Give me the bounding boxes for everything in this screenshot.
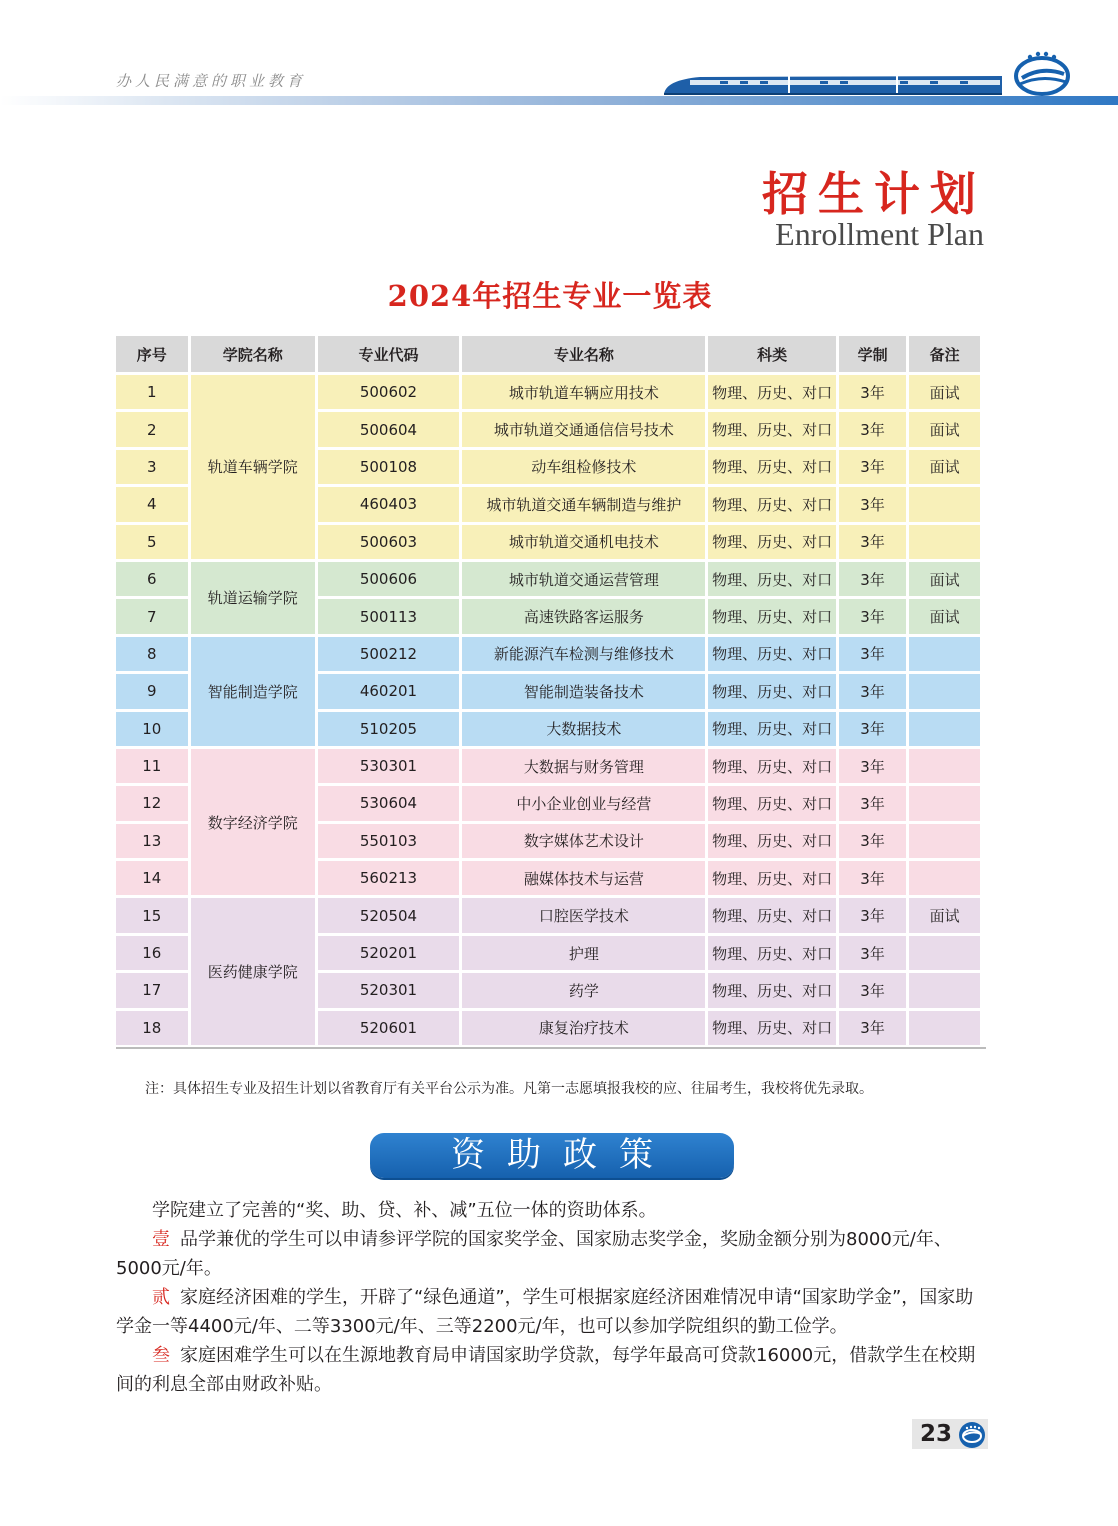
cell-duration: 3年 [839, 786, 907, 820]
cell-category: 物理、历史、对口 [708, 824, 835, 858]
cell-no: 14 [116, 861, 188, 895]
cell-remark [909, 674, 980, 708]
cell-category: 物理、历史、对口 [708, 712, 835, 746]
aid-item-mark: 贰 [152, 1287, 170, 1308]
cell-category: 物理、历史、对口 [708, 450, 835, 484]
aid-item-text: 家庭困难学生可以在生源地教育局申请国家助学贷款，每学年最高可贷款16000元，借款学生在校期间的利息全部由财政补贴。 [116, 1345, 976, 1395]
cell-remark [909, 786, 980, 820]
cell-remark: 面试 [909, 898, 980, 932]
cell-remark [909, 749, 980, 783]
cell-remark [909, 637, 980, 671]
cell-duration: 3年 [839, 936, 907, 970]
cell-code: 530301 [318, 749, 459, 783]
cell-no: 7 [116, 599, 188, 633]
cell-major: 康复治疗技术 [462, 1011, 705, 1045]
train-icon [660, 72, 1010, 98]
cell-remark: 面试 [909, 412, 980, 446]
cell-duration: 3年 [839, 525, 907, 559]
cell-duration: 3年 [839, 674, 907, 708]
cell-remark [909, 936, 980, 970]
cell-duration: 3年 [839, 562, 907, 596]
cell-duration: 3年 [839, 861, 907, 895]
cell-major: 城市轨道车辆应用技术 [462, 375, 705, 409]
aid-item [116, 1283, 988, 1341]
cell-category: 物理、历史、对口 [708, 599, 835, 633]
cell-no: 1 [116, 375, 188, 409]
cell-duration: 3年 [839, 898, 907, 932]
cell-no: 11 [116, 749, 188, 783]
aid-intro: 学院建立了完善的“奖、助、贷、补、减”五位一体的资助体系。 [152, 1200, 657, 1221]
cell-duration: 3年 [839, 637, 907, 671]
cell-code: 520601 [318, 1011, 459, 1045]
cell-duration: 3年 [839, 375, 907, 409]
enrollment-table [113, 333, 983, 1048]
cell-duration: 3年 [839, 1011, 907, 1045]
cell-code: 500113 [318, 599, 459, 633]
cell-college: 轨道运输学院 [191, 562, 315, 634]
cell-code: 500603 [318, 525, 459, 559]
cell-remark: 面试 [909, 375, 980, 409]
cell-code: 500606 [318, 562, 459, 596]
cell-category: 物理、历史、对口 [708, 1011, 835, 1045]
cell-code: 500212 [318, 637, 459, 671]
cell-category: 物理、历史、对口 [708, 637, 835, 671]
cell-no: 13 [116, 824, 188, 858]
school-logo-small-icon [958, 1421, 986, 1449]
header-major: 专业名称 [462, 336, 705, 372]
cell-category: 物理、历史、对口 [708, 562, 835, 596]
cell-no: 5 [116, 525, 188, 559]
header-category: 科类 [708, 336, 835, 372]
cell-category: 物理、历史、对口 [708, 749, 835, 783]
cell-major: 新能源汽车检测与维修技术 [462, 637, 705, 671]
cell-major: 大数据技术 [462, 712, 705, 746]
cell-major: 动车组检修技术 [462, 450, 705, 484]
cell-code: 560213 [318, 861, 459, 895]
header-remark: 备注 [909, 336, 980, 372]
aid-item-text: 品学兼优的学生可以申请参评学院的国家奖学金、国家励志奖学金，奖励金额分别为8000元/年、5000元/年。 [116, 1229, 952, 1279]
table-row [116, 562, 980, 596]
cell-category: 物理、历史、对口 [708, 936, 835, 970]
cell-code: 520504 [318, 898, 459, 932]
aid-section-banner: 资助政策 [370, 1133, 734, 1178]
cell-code: 520201 [318, 936, 459, 970]
page-subtitle: Enrollment Plan [775, 216, 984, 252]
cell-code: 520301 [318, 973, 459, 1007]
cell-major: 高速铁路客运服务 [462, 599, 705, 633]
cell-no: 2 [116, 412, 188, 446]
aid-item-text: 家庭经济困难的学生，开辟了“绿色通道”，学生可根据家庭经济困难情况申请“国家助学金”，国家助学金一等4400元/年、二等3300元/年、三等2200元/年，也可以参加学院组织的勤工俭学。 [116, 1287, 974, 1337]
cell-no: 18 [116, 1011, 188, 1045]
cell-category: 物理、历史、对口 [708, 674, 835, 708]
table-row [116, 637, 980, 671]
cell-category: 物理、历史、对口 [708, 487, 835, 521]
cell-category: 物理、历史、对口 [708, 861, 835, 895]
cell-major: 中小企业创业与经营 [462, 786, 705, 820]
school-logo-icon [1012, 48, 1072, 98]
table-note: 注：具体招生专业及招生计划以省教育厅有关平台公示为准。凡第一志愿填报我校的应、往届考生，我校将优先录取。 [145, 1081, 873, 1097]
cell-major: 护理 [462, 936, 705, 970]
table-row [116, 375, 980, 409]
header-duration: 学制 [839, 336, 907, 372]
cell-category: 物理、历史、对口 [708, 525, 835, 559]
cell-duration: 3年 [839, 712, 907, 746]
cell-major: 大数据与财务管理 [462, 749, 705, 783]
cell-remark [909, 525, 980, 559]
cell-code: 550103 [318, 824, 459, 858]
cell-college: 轨道车辆学院 [191, 375, 315, 559]
table-row [116, 749, 980, 783]
cell-remark: 面试 [909, 450, 980, 484]
cell-major: 城市轨道交通通信信号技术 [462, 412, 705, 446]
aid-item [116, 1225, 988, 1283]
cell-category: 物理、历史、对口 [708, 786, 835, 820]
cell-major: 智能制造装备技术 [462, 674, 705, 708]
page-number: 23 [920, 1421, 953, 1447]
cell-no: 8 [116, 637, 188, 671]
cell-category: 物理、历史、对口 [708, 973, 835, 1007]
cell-no: 4 [116, 487, 188, 521]
cell-major: 融媒体技术与运营 [462, 861, 705, 895]
cell-no: 12 [116, 786, 188, 820]
cell-duration: 3年 [839, 487, 907, 521]
cell-code: 500108 [318, 450, 459, 484]
cell-duration: 3年 [839, 450, 907, 484]
cell-category: 物理、历史、对口 [708, 375, 835, 409]
cell-duration: 3年 [839, 749, 907, 783]
cell-college: 医药健康学院 [191, 898, 315, 1045]
cell-code: 460201 [318, 674, 459, 708]
cell-category: 物理、历史、对口 [708, 412, 835, 446]
cell-remark [909, 712, 980, 746]
cell-major: 数字媒体艺术设计 [462, 824, 705, 858]
table-title: 2024年招生专业一览表 [387, 279, 713, 313]
cell-no: 10 [116, 712, 188, 746]
header-code: 专业代码 [318, 336, 459, 372]
cell-duration: 3年 [839, 973, 907, 1007]
cell-code: 500602 [318, 375, 459, 409]
table-bottom-rule [116, 1047, 986, 1049]
cell-college: 数字经济学院 [191, 749, 315, 896]
cell-duration: 3年 [839, 412, 907, 446]
cell-major: 城市轨道交通机电技术 [462, 525, 705, 559]
header-college: 学院名称 [191, 336, 315, 372]
aid-item-mark: 叁 [152, 1345, 170, 1366]
cell-no: 17 [116, 973, 188, 1007]
cell-major: 城市轨道交通运营管理 [462, 562, 705, 596]
cell-college: 智能制造学院 [191, 637, 315, 746]
table-header-row [116, 336, 980, 372]
cell-duration: 3年 [839, 824, 907, 858]
header-no: 序号 [116, 336, 188, 372]
cell-no: 3 [116, 450, 188, 484]
header-motto: 办人民满意的职业教育 [116, 72, 307, 90]
cell-remark [909, 487, 980, 521]
cell-major: 口腔医学技术 [462, 898, 705, 932]
cell-duration: 3年 [839, 599, 907, 633]
cell-remark: 面试 [909, 562, 980, 596]
aid-item [116, 1341, 988, 1399]
cell-remark [909, 861, 980, 895]
page-title: 招生计划 [762, 167, 986, 221]
cell-code: 510205 [318, 712, 459, 746]
cell-no: 15 [116, 898, 188, 932]
cell-remark [909, 1011, 980, 1045]
cell-remark: 面试 [909, 599, 980, 633]
cell-remark [909, 973, 980, 1007]
cell-major: 药学 [462, 973, 705, 1007]
cell-no: 16 [116, 936, 188, 970]
cell-category: 物理、历史、对口 [708, 898, 835, 932]
cell-code: 460403 [318, 487, 459, 521]
aid-item-mark: 壹 [152, 1229, 170, 1250]
cell-code: 500604 [318, 412, 459, 446]
cell-no: 6 [116, 562, 188, 596]
table-row [116, 898, 980, 932]
cell-major: 城市轨道交通车辆制造与维护 [462, 487, 705, 521]
cell-no: 9 [116, 674, 188, 708]
cell-code: 530604 [318, 786, 459, 820]
cell-remark [909, 824, 980, 858]
